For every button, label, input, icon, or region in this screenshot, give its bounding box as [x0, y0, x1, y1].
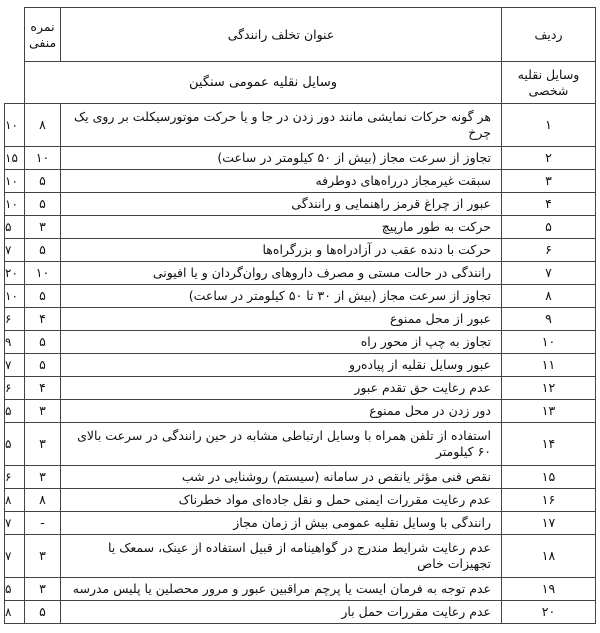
- row-number-cell: ۸: [502, 285, 596, 308]
- personal-points-cell: ۵: [5, 423, 25, 466]
- heavy-points-cell: ۸: [25, 104, 61, 147]
- heavy-points-cell: ۵: [25, 170, 61, 193]
- personal-points-cell: ۷: [5, 239, 25, 262]
- row-number-cell: ۱۶: [502, 489, 596, 512]
- violation-title-cell: عدم رعایت مقررات ایمنی حمل و نقل جاده‌ای مواد خطرناک: [61, 489, 502, 512]
- header-violation-title: عنوان تخلف رانندگی: [61, 8, 502, 62]
- table-row: [5, 285, 596, 308]
- personal-points-cell: ۶: [5, 308, 25, 331]
- personal-points-cell: ۱۰: [5, 170, 25, 193]
- table-row: [5, 535, 596, 578]
- row-number-cell: ۷: [502, 262, 596, 285]
- row-number-cell: ۵: [502, 216, 596, 239]
- heavy-points-cell: ۸: [25, 489, 61, 512]
- header-empty-cell: [5, 62, 25, 104]
- row-number-cell: ۱۰: [502, 331, 596, 354]
- table-row: [5, 331, 596, 354]
- row-number-cell: ۱: [502, 104, 596, 147]
- personal-points-cell: ۵: [5, 400, 25, 423]
- personal-points-cell: ۱۰: [5, 285, 25, 308]
- row-number-cell: ۳: [502, 170, 596, 193]
- violation-title-cell: استفاده از تلفن همراه با وسایل ارتباطی مشابه در حین رانندگی در سرعت بالای ۶۰ کیلومتر: [61, 423, 502, 466]
- heavy-points-cell: ۳: [25, 423, 61, 466]
- violation-title-cell: عبور از چراغ قرمز راهنمایی و رانندگی: [61, 193, 502, 216]
- header-negative-points: نمره منفی: [25, 8, 61, 62]
- heavy-points-cell: ۳: [25, 466, 61, 489]
- violation-title-cell: عبور از محل ممنوع: [61, 308, 502, 331]
- violation-title-cell: رانندگی با وسایل نقلیه عمومی بیش از زمان مجاز: [61, 512, 502, 535]
- row-number-cell: ۴: [502, 193, 596, 216]
- violation-title-cell: سبقت غیرمجاز درراه‌های دوطرفه: [61, 170, 502, 193]
- heavy-points-cell: ۵: [25, 193, 61, 216]
- table-row: [5, 466, 596, 489]
- personal-points-cell: ۷: [5, 512, 25, 535]
- table-row: [5, 147, 596, 170]
- personal-points-cell: ۵: [5, 216, 25, 239]
- violation-title-cell: حرکت با دنده عقب در آزادراه‌ها و بزرگراه‌ها: [61, 239, 502, 262]
- heavy-points-cell: ۳: [25, 216, 61, 239]
- violation-title-cell: دور زدن در محل ممنوع: [61, 400, 502, 423]
- row-number-cell: ۲۰: [502, 601, 596, 624]
- header-row-1: [5, 8, 596, 62]
- table-row: [5, 308, 596, 331]
- row-number-cell: ۲: [502, 147, 596, 170]
- heavy-points-cell: ۵: [25, 601, 61, 624]
- personal-points-cell: ۱۵: [5, 147, 25, 170]
- table-row: [5, 400, 596, 423]
- violation-title-cell: حرکت به طور مارپیچ: [61, 216, 502, 239]
- header-empty-cell: [5, 8, 25, 62]
- row-number-cell: ۱۸: [502, 535, 596, 578]
- row-number-cell: ۱۲: [502, 377, 596, 400]
- personal-points-cell: ۷: [5, 535, 25, 578]
- violations-table: [4, 7, 596, 624]
- violation-title-cell: عدم رعایت حق تقدم عبور: [61, 377, 502, 400]
- table-row: [5, 170, 596, 193]
- personal-points-cell: ۲۰: [5, 262, 25, 285]
- heavy-points-cell: ۱۰: [25, 147, 61, 170]
- header-heavy-public-vehicles: وسایل نقلیه عمومی سنگین: [25, 62, 502, 104]
- heavy-points-cell: ۵: [25, 285, 61, 308]
- table-row: [5, 489, 596, 512]
- table-row: [5, 377, 596, 400]
- table-row: [5, 239, 596, 262]
- violation-title-cell: رانندگی در حالت مستی و مصرف داروهای روان‌گردان و یا افیونی: [61, 262, 502, 285]
- heavy-points-cell: ۴: [25, 377, 61, 400]
- row-number-cell: ۱۱: [502, 354, 596, 377]
- row-number-cell: ۱۹: [502, 578, 596, 601]
- personal-points-cell: ۶: [5, 377, 25, 400]
- violation-title-cell: نقص فنی مؤثر یانقص در سامانه (سیستم) روشنایی در شب: [61, 466, 502, 489]
- table-row: [5, 193, 596, 216]
- personal-points-cell: ۸: [5, 601, 25, 624]
- row-number-cell: ۶: [502, 239, 596, 262]
- personal-points-cell: ۶: [5, 466, 25, 489]
- table-row: [5, 104, 596, 147]
- heavy-points-cell: ۴: [25, 308, 61, 331]
- table-row: [5, 578, 596, 601]
- violation-title-cell: عدم توجه به فرمان ایست یا پرچم مراقبین عبور و مرور محصلین یا پلیس مدرسه: [61, 578, 502, 601]
- table-row: [5, 262, 596, 285]
- violation-title-cell: عدم رعایت شرایط مندرج در گواهینامه از قبیل استفاده از عینک، سمعک یا تجهیزات خاص: [61, 535, 502, 578]
- heavy-points-cell: ۵: [25, 354, 61, 377]
- table-row: [5, 216, 596, 239]
- row-number-cell: ۱۳: [502, 400, 596, 423]
- row-number-cell: ۱۴: [502, 423, 596, 466]
- row-number-cell: ۹: [502, 308, 596, 331]
- header-personal-vehicles: وسایل نقلیه شخصی: [502, 62, 596, 104]
- heavy-points-cell: ۳: [25, 578, 61, 601]
- violation-title-cell: تجاوز به چپ از محور راه: [61, 331, 502, 354]
- personal-points-cell: ۹: [5, 331, 25, 354]
- heavy-points-cell: ۳: [25, 400, 61, 423]
- header-row-no: ردیف: [502, 8, 596, 62]
- personal-points-cell: ۷: [5, 354, 25, 377]
- personal-points-cell: ۸: [5, 489, 25, 512]
- heavy-points-cell: ۱۰: [25, 262, 61, 285]
- header-row-2: [5, 62, 596, 104]
- table-row: [5, 512, 596, 535]
- row-number-cell: ۱۷: [502, 512, 596, 535]
- violation-title-cell: هر گونه حرکات نمایشی مانند دور زدن در جا و یا حرکت موتورسیکلت بر روی یک چرخ: [61, 104, 502, 147]
- table-row: [5, 354, 596, 377]
- personal-points-cell: ۱۰: [5, 104, 25, 147]
- heavy-points-cell: ۵: [25, 331, 61, 354]
- table-row: [5, 601, 596, 624]
- heavy-points-cell: ۳: [25, 535, 61, 578]
- table-row: [5, 423, 596, 466]
- violation-title-cell: تجاوز از سرعت مجاز (بیش از ۳۰ تا ۵۰ کیلومتر در ساعت): [61, 285, 502, 308]
- row-number-cell: ۱۵: [502, 466, 596, 489]
- violation-title-cell: تجاوز از سرعت مجاز (بیش از ۵۰ کیلومتر در ساعت): [61, 147, 502, 170]
- table-body: [5, 8, 596, 624]
- personal-points-cell: ۵: [5, 578, 25, 601]
- violation-title-cell: عبور وسایل نقلیه از پیاده‌رو: [61, 354, 502, 377]
- heavy-points-cell: ۵: [25, 239, 61, 262]
- violation-title-cell: عدم رعایت مقررات حمل بار: [61, 601, 502, 624]
- heavy-points-cell: -: [25, 512, 61, 535]
- personal-points-cell: ۱۰: [5, 193, 25, 216]
